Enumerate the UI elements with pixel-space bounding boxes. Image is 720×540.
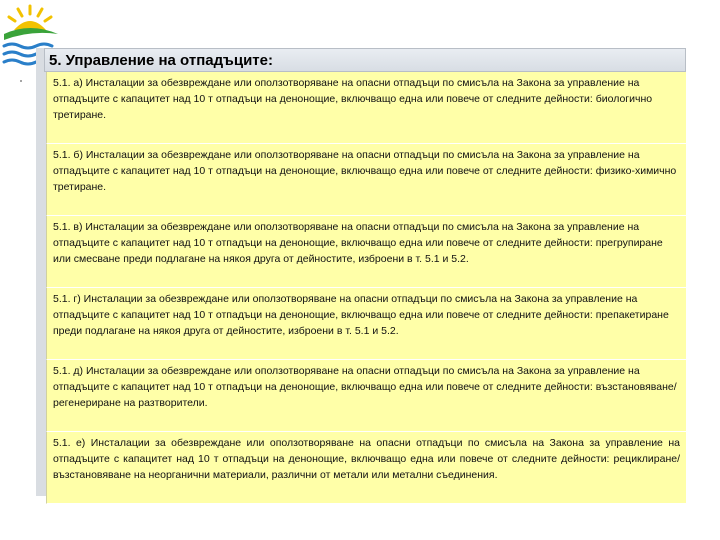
list-item-text: 5.1. е) Инсталации за обезвреждане или оползотворяване на опасни отпадъци по смисъла на Закона за управление на отпадъците с капацитет над 10 т отпадъци на денонощие, включващо една или повече от следните дейности: рециклиране/възстановяване на неорганични материали, различни от метали или метални съединения. [53, 437, 680, 481]
waste-installation-list [46, 72, 686, 504]
list-item-text: 5.1. в) Инсталации за обезвреждане или оползотворяване на опасни отпадъци по смисъла на Закона за управление на отпадъците с капацитет над 10 т отпадъци на денонощие, включващо една или повече от следните дейности: прегрупиране или смесване преди подлагане на някоя друга от дейностите, изброени в т. 5.1 и 5.2. [53, 221, 663, 265]
list-item-text: 5.1. г) Инсталации за обезвреждане или оползотворяване на опасни отпадъци по смисъла на Закона за управление на отпадъците с капацитет над 10 т отпадъци на денонощие, включващо една или повече от следните дейности: препакетиране преди подлагане на някоя друга от дейностите, изброени в т. 5.1 и 5.2. [53, 293, 669, 337]
list-item-5-1-e [46, 432, 686, 504]
list-item-text: 5.1. а) Инсталации за обезвреждане или оползотворяване на опасни отпадъци по смисъла на Закона за управление на отпадъците с капацитет над 10 т отпадъци на денонощие, включващо една или повече от следните дейности: биологично третиране. [53, 77, 653, 121]
list-item-5-1-a [46, 72, 686, 144]
list-item-text: 5.1. д) Инсталации за обезвреждане или оползотворяване на опасни отпадъци по смисъла на Закона за управление на отпадъците с капацитет над 10 т отпадъци на денонощие, включващо една или повече от следните дейности: възстановяване/регенериране на разтворители. [53, 365, 677, 409]
page-title: 5. Управление на отпадъците: [49, 52, 273, 69]
section-header [44, 48, 686, 72]
list-item-text: 5.1. б) Инсталации за обезвреждане или оползотворяване на опасни отпадъци по смисъла на Закона за управление на отпадъците с капацитет над 10 т отпадъци на денонощие, включващо една или повече от следните дейности: физико-химично третиране. [53, 149, 677, 193]
decorative-dot [20, 80, 22, 82]
list-item-5-1-v [46, 216, 686, 288]
list-item-5-1-b [46, 144, 686, 216]
list-item-5-1-d [46, 360, 686, 432]
list-item-5-1-g [46, 288, 686, 360]
